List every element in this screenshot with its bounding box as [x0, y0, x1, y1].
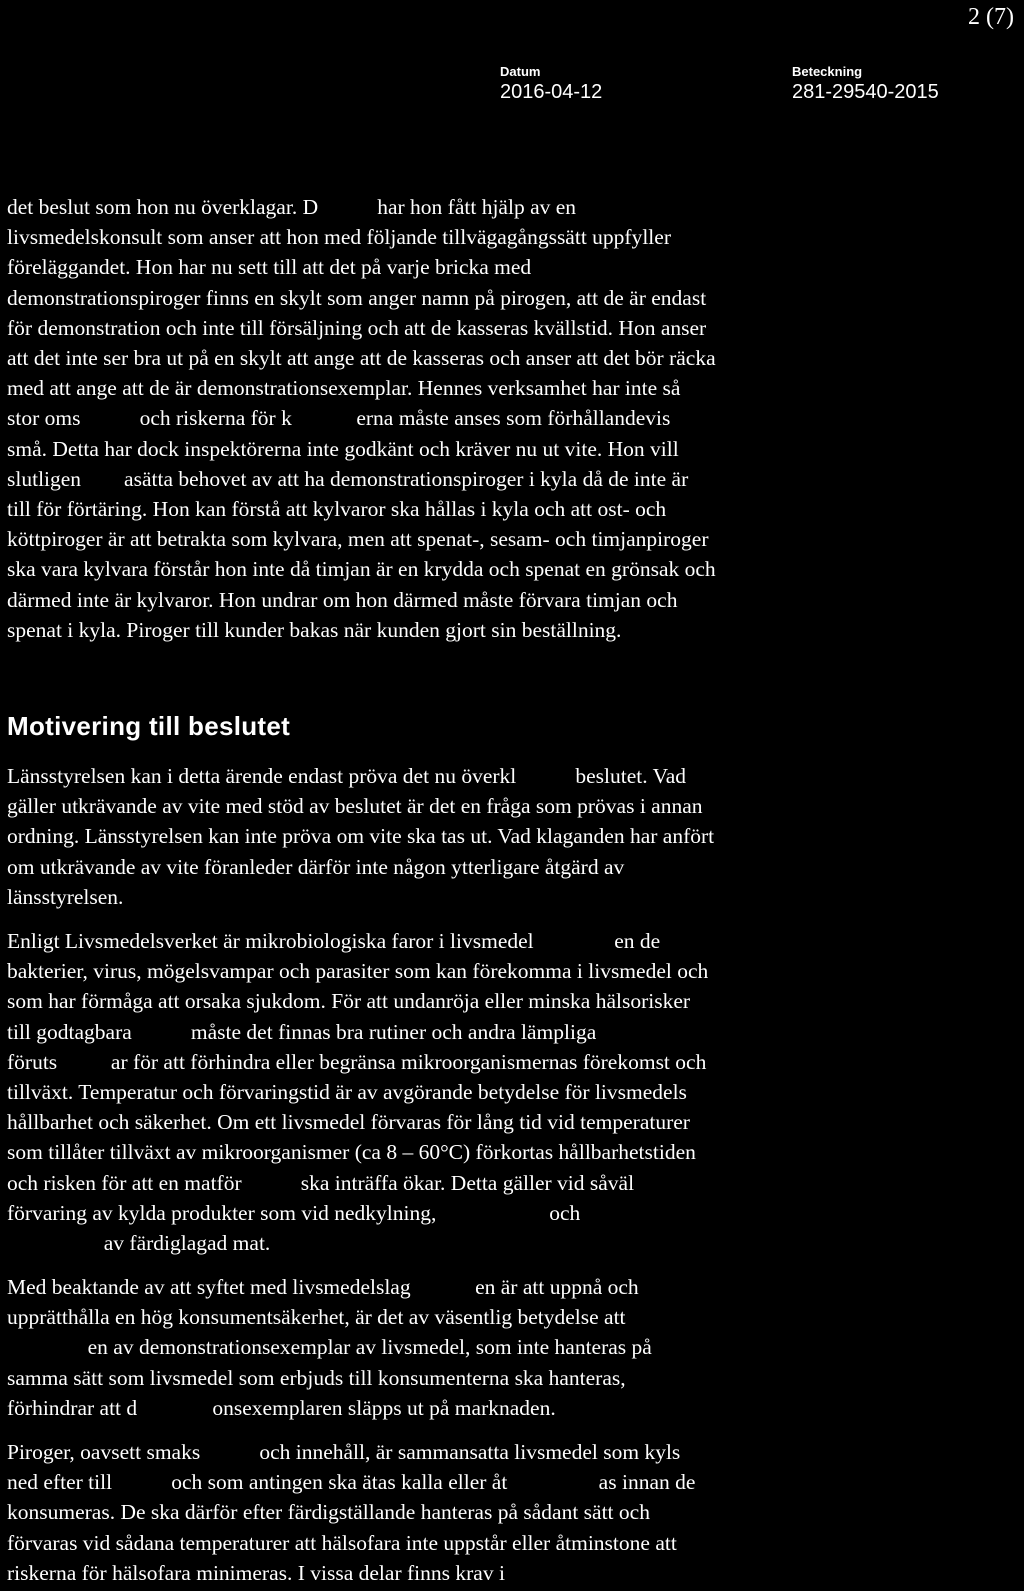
text-line: köttpiroger är att betrakta som kylvara, men att spenat-, sesam- och timjanpiroger: [7, 527, 709, 552]
text-line: för demonstration och inte till försäljning och att de kasseras kvällstid. Hon anser: [7, 315, 707, 340]
text-line: gäller utkrävande av vite med stöd av beslutet är det en fråga som prövas i annan: [7, 794, 703, 819]
text-line: om utkrävande av vite föranleder därför inte någon ytterligare åtgärd av: [7, 854, 625, 879]
text-line: med att ange att de är demonstrationsexemplar. Hennes verksamhet har inte så: [7, 376, 681, 401]
text-line: demonstrationspiroger finns en skylt som anger namn på pirogen, att de är endast: [7, 285, 707, 310]
text-line: av färdiglagad mat.: [7, 1231, 271, 1256]
body-paragraph: [7, 761, 997, 912]
text-line: tillväxt. Temperatur och förvaringstid är av avgörande betydelse för livsmedels: [7, 1080, 687, 1105]
text-line: föruts ar för att förhindra eller begränsa mikroorganismernas förekomst och: [7, 1049, 707, 1074]
date-field: [500, 64, 602, 104]
text-line: förvaring av kylda produkter som vid nedkylning, och: [7, 1200, 581, 1225]
text-line: små. Detta har dock inspektörerna inte godkänt och kräver nu ut vite. Hon vill: [7, 436, 679, 461]
text-line: Med beaktande av att syftet med livsmedelslag en är att uppnå och: [7, 1275, 639, 1299]
paragraph-3: [7, 1272, 997, 1423]
text-line: att det inte ser bra ut på en skylt att ange att de kasseras och anser att det bör räcka: [7, 346, 716, 371]
text-line: en av demonstrationsexemplar av livsmedel, som inte hanteras på: [7, 1335, 652, 1360]
text-line: stor oms och riskerna för k erna måste anses som förhållandevis: [7, 406, 671, 431]
text-line: hållbarhet och säkerhet. Om ett livsmedel förvaras för lång tid vid temperaturer: [7, 1110, 690, 1135]
text-line: till för förtäring. Hon kan förstå att kylvaror ska hållas i kyla och att ost- och: [7, 497, 667, 522]
reference-field: [792, 64, 939, 104]
text-line: och risken för att en matför ska inträffa ökar. Detta gäller vid såväl: [7, 1170, 635, 1195]
text-line: Piroger, oavsett smaks och innehåll, är sammansatta livsmedel som kyls: [7, 1440, 681, 1464]
text-line: livsmedelskonsult som anser att hon med följande tillvägagångssätt uppfyller: [7, 225, 671, 250]
body-paragraph: [7, 926, 997, 1258]
body-paragraph: [7, 1437, 997, 1588]
text-line: därmed inte är kylvaror. Hon undrar om hon därmed måste förvara timjan och: [7, 587, 678, 612]
intro-section: [7, 192, 997, 645]
text-line: till godtagbara måste det finnas bra rutiner och andra lämpliga: [7, 1019, 597, 1044]
text-line: ska vara kylvara förstår hon inte då timjan är en krydda och spenat en grönsak och: [7, 557, 716, 582]
text-line: Länsstyrelsen kan i detta ärende endast pröva det nu överkl beslutet. Vad: [7, 764, 687, 788]
text-line: spenat i kyla. Piroger till kunder bakas när kunden gjort sin beställning.: [7, 617, 622, 642]
date-value: 2016-04-12: [500, 81, 603, 103]
date-label: Datum: [500, 64, 541, 79]
text-line: slutligen asätta behovet av att ha demonstrationspiroger i kyla då de inte är: [7, 466, 689, 491]
text-line: samma sätt som livsmedel som erbjuds till konsumenterna ska hanteras,: [7, 1365, 626, 1390]
text-line: riskerna för hälsofara minimeras. I vissa delar finns krav i: [7, 1560, 505, 1585]
text-line: upprätthålla en hög konsumentsäkerhet, är det av väsentlig betydelse att: [7, 1305, 626, 1330]
text-line: Enligt Livsmedelsverket är mikrobiologiska faror i livsmedel en de: [7, 929, 661, 953]
text-line: som tillåter tillväxt av mikroorganismer (ca 8 – 60°C) förkortas hållbarhetstiden: [7, 1140, 696, 1165]
text-line: ned efter till och som antingen ska ätas kalla eller åt as innan de: [7, 1470, 696, 1495]
text-line: det beslut som hon nu överklagar. D har hon fått hjälp av en: [7, 195, 577, 219]
reference-value: 281-29540-2015: [792, 81, 939, 103]
paragraph-2: [7, 926, 997, 1258]
text-line: ordning. Länsstyrelsen kan inte pröva om vite ska tas ut. Vad klaganden har anfört: [7, 824, 715, 849]
text-line: bakterier, virus, mögelsvampar och parasiter som kan förekomma i livsmedel och: [7, 959, 709, 984]
text-line: konsumeras. De ska därför efter färdigställande hanteras på sådant sätt och: [7, 1500, 650, 1525]
reference-label: Beteckning: [792, 64, 863, 79]
text-line: som har förmåga att orsaka sjukdom. För att undanröja eller minska hälsorisker: [7, 989, 691, 1014]
text-line: förhindrar att d onsexemplaren släpps ut på marknaden.: [7, 1395, 556, 1420]
paragraph-4: [7, 1437, 997, 1588]
body-paragraph: [7, 1272, 997, 1423]
text-line: länsstyrelsen.: [7, 884, 124, 909]
paragraph-1: [7, 761, 997, 912]
text-line: förvaras vid sådana temperaturer att hälsofara inte uppstår eller åtminstone att: [7, 1530, 677, 1555]
section-heading: Motivering till beslutet: [7, 711, 291, 741]
intro-paragraph: [7, 192, 997, 645]
text-line: föreläggandet. Hon har nu sett till att det på varje bricka med: [7, 255, 532, 280]
page-number: 2 (7): [968, 4, 1014, 30]
